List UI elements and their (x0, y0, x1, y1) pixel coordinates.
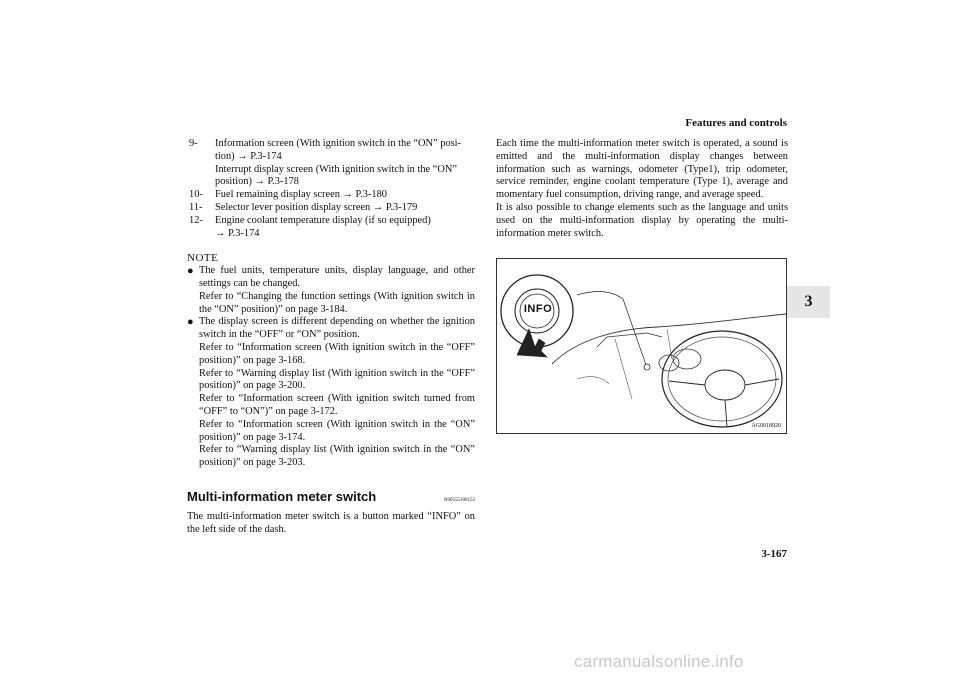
item-number: 9- (189, 138, 198, 149)
section-heading (187, 488, 475, 508)
page-header: Features and controls (685, 117, 787, 129)
note-text: The fuel units, temperature units, display language, and other settings can be changed. (199, 265, 475, 289)
steering-hub (705, 370, 745, 400)
item-number: 12- (189, 214, 203, 226)
note-text: Refer to “Information screen (With ignition switch in the “ON” position)” on page 3-174. (199, 418, 475, 443)
switch-location-icon (644, 364, 650, 370)
item-text: Engine coolant temperature display (if so equipped) (215, 214, 431, 226)
steering-spokes (669, 379, 779, 427)
bullet-icon: ● (187, 265, 194, 278)
body-paragraph: Each time the multi-information meter switch is operated, a sound is emitted and the multi-information display changes between information such as warnings, odometer (Type1), trip odometer, service reminder, engine coolant temperature (Type 1), average and momentary fuel consumption, driving range, and average speed. (496, 138, 788, 201)
item-number: 10- (189, 189, 203, 201)
note-text: Refer to “Information screen (With ignition switch turned from “OFF” to “ON”)” on page 3-172. (199, 393, 475, 417)
reference-list (187, 138, 475, 240)
dash-detail-line (577, 377, 609, 384)
info-button-label: INFO (523, 303, 553, 315)
dash-panel-line (597, 333, 662, 347)
note-text: Refer to “Changing the function settings (With ignition switch in the “ON” position)” on page 3-184. (199, 290, 475, 315)
section-title: Multi-information meter switch (187, 488, 377, 504)
note-text: Refer to “Warning display list (With ignition switch in the “OFF” position)” on page 3-200. (199, 367, 475, 392)
note-text: Refer to “Information screen (With ignition switch in the “OFF” position)” on page 3-168. (199, 341, 475, 366)
page-number: 3-167 (761, 548, 787, 560)
list-item (187, 189, 475, 202)
callout-line (577, 292, 623, 299)
item-number: 11- (189, 201, 203, 213)
list-item (187, 215, 475, 241)
leader-line (623, 299, 646, 365)
dashboard-drawing (497, 259, 786, 433)
watermark: carmanualsonline.info (574, 652, 744, 671)
section-code: N00555100152 (443, 497, 475, 503)
dashboard-illustration (496, 258, 787, 434)
item-text: Selector lever position display screen → P.3-179 (215, 201, 418, 213)
right-column (496, 138, 788, 240)
bullet-icon: ● (187, 316, 194, 329)
note-text: Refer to “Warning display list (With ignition switch in the “ON” position)” on page 3-203. (199, 444, 475, 469)
steering-wheel-inner (668, 337, 776, 421)
note-bullet (187, 316, 475, 470)
item-text: Interrupt display screen (With ignition switch in the “ON” position) → P.3-178 (215, 163, 457, 188)
figure-code: AG0018920 (751, 423, 781, 429)
chapter-tab: 3 (787, 286, 830, 318)
left-column (187, 138, 475, 536)
section-paragraph: The multi-information meter switch is a button marked “INFO” on the left side of the dash. (187, 510, 475, 535)
item-text: Information screen (With ignition switch in the “ON” posi-tion) → P.3-174 (215, 138, 462, 162)
item-text: → P.3-174 (215, 227, 260, 239)
item-text: Fuel remaining display screen → P.3-180 (215, 189, 387, 201)
body-paragraph: It is also possible to change elements such as the language and units used on the multi-information display by operating the multi-information meter switch. (496, 201, 788, 239)
steering-wheel-icon (662, 331, 782, 427)
note-bullet (187, 265, 475, 316)
note-title: NOTE (187, 252, 219, 265)
list-item (187, 202, 475, 215)
gauge-icon (659, 355, 679, 371)
note-text: The display screen is different depending on whether the ignition switch in the “OFF” or “ON” position. (199, 316, 475, 341)
list-item (187, 138, 475, 189)
